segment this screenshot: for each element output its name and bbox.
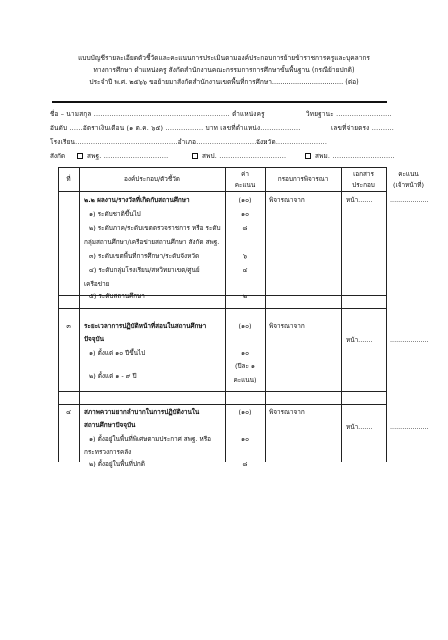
col-header-doc-top: เอกสาร [353, 170, 374, 178]
header-rule [52, 101, 387, 103]
row-max-score: (๑๐) [238, 408, 252, 416]
salary-field: อันดับ ......อัตราเงินเดือน (๑ ต.ค. ๖๕) ................. บาท เลขที่ตำแหน่ง.................. [50, 124, 301, 132]
col-header-score-top: ค่า [241, 170, 249, 178]
form-title-line-3: ประจำปี พ.ศ. ๒๕๖๖ ขอย้ายมาสังกัดสำนักงานเขตพื้นที่การศึกษา.................................. (ต่อ) [89, 78, 359, 86]
list-item: ๑) ระดับชาติขึ้นไป [89, 210, 141, 218]
province-field: จังหวัด....................... [256, 138, 328, 146]
list-item: กลุ่มสถานศึกษา/เครือข่ายสถานศึกษา สังกัด สพฐ. [84, 238, 220, 246]
list-item: ๑) ตั้งอยู่ในพื้นที่พิเศษตามประกาศ สพฐ. หรือ [89, 435, 211, 443]
list-item-score: ๘ [242, 224, 248, 232]
row-max-score: (๑๐) [238, 196, 252, 204]
row-officer-score[interactable]: ................... [390, 423, 429, 431]
row-number: ๓ [66, 322, 71, 330]
list-item: ๑) ตั้งแต่ ๑๐ ปีขึ้นไป [89, 349, 146, 357]
name-field: ชื่อ – นามสกุล ............................................................. ตำแหน่งครู [50, 110, 265, 118]
list-item: ๒) ระดับภาค/ระดับเขตตรวจราชการ หรือ ระดับ [89, 224, 221, 232]
list-item-score: ๑๐ [241, 435, 249, 443]
form-title-line-2: ทางการศึกษา ตำแหน่งครู สังกัดสำนักงานคณะกรรมการการศึกษาขั้นพื้นฐาน (กรณีย้ายปกติ) [93, 66, 355, 74]
row-criteria: พิจารณาจาก [269, 196, 305, 204]
list-item-score: ๔ [242, 266, 248, 274]
form-title-line-1: แบบบัญชีรายละเอียดตัวชี้วัดและคะแนนการประเมินตามองค์ประกอบการย้ายข้าราชการครูและบุคลากร [78, 54, 370, 62]
row-officer-score[interactable]: ................... [390, 196, 429, 204]
affiliation-option-secondary: สพม. ............................ [315, 152, 395, 160]
row-number: ๔ [66, 408, 71, 416]
row-title-cont: ปัจจุบัน [84, 335, 104, 343]
row-criteria: พิจารณาจาก [269, 408, 305, 416]
payment-id-field: เลขที่จ่ายตรง .......... [331, 124, 395, 132]
row-max-score: (๑๐) [238, 322, 252, 330]
list-item: ๓) ระดับเขตพื้นที่การศึกษา/ระดับจังหวัด [89, 252, 200, 260]
affiliation-label: สังกัด [50, 152, 66, 160]
row-criteria: พิจารณาจาก [269, 322, 305, 330]
row-title: ๒.๒ ผลงาน/รางวัลที่เกิดกับสถานศึกษา [84, 196, 190, 204]
col-header-score-bottom: คะแนน [234, 181, 256, 189]
school-field: โรงเรียน..............................................อำเภอ................................ [50, 138, 268, 146]
list-item-score-cont: คะแนน) [233, 376, 257, 384]
row-doc-page[interactable]: หน้า....... [346, 196, 373, 204]
row-title: สภาพความยากลำบากในการปฏิบัติงานใน [84, 408, 200, 416]
affiliation-checkbox-secondary[interactable] [305, 153, 311, 159]
list-item-score: ๑๐ [241, 349, 249, 357]
list-item-score: ๒ [242, 292, 248, 300]
col-header-doc-bottom: ประกอบ [352, 181, 375, 189]
list-item-score: ๑๐ [241, 210, 249, 218]
row-doc-page[interactable]: หน้า....... [346, 423, 373, 431]
list-item: เครือข่าย [84, 280, 110, 288]
list-item: ๒) ตั้งแต่ ๑ - ๙ ปี [89, 372, 137, 380]
list-item-score: ๖ [242, 252, 248, 260]
row-doc-page[interactable]: หน้า....... [346, 336, 373, 344]
affiliation-checkbox-obec[interactable] [77, 153, 83, 159]
list-item-score: ๘ [242, 460, 248, 468]
row-officer-score[interactable]: ................... [390, 336, 429, 344]
col-header-points-top: คะแนน [398, 170, 419, 178]
list-item-cont: กระทรวงการคลัง [84, 448, 132, 456]
col-header-no: ที่ [66, 175, 71, 183]
list-item: ๔) ระดับกลุ่มโรงเรียน/สหวิทยาเขต/ศูนย์ [89, 266, 200, 274]
col-header-element: องค์ประกอบ/ตัวชี้วัด [124, 175, 180, 183]
affiliation-checkbox-primary[interactable] [192, 153, 198, 159]
col-header-points-bottom: (เจ้าหน้าที่) [393, 181, 424, 189]
row-title-cont: สถานศึกษาปัจจุบัน [84, 421, 136, 429]
academic-rank-field: วิทยฐานะ ......................... [306, 110, 392, 118]
list-item-score: (ปีละ ๑ [235, 362, 255, 370]
affiliation-option-obec: สพฐ. ............................. [87, 152, 169, 160]
list-item: ๒) ตั้งอยู่ในพื้นที่ปกติ [89, 460, 145, 468]
affiliation-option-primary: สพป. .............................. [202, 152, 287, 160]
list-item: ๕) ระดับสถานศึกษา [89, 292, 145, 300]
col-header-criteria: กรอบการพิจารณา [277, 175, 329, 183]
row-title: ระยะเวลาการปฏิบัติหน้าที่สอนในสถานศึกษา [84, 322, 207, 330]
